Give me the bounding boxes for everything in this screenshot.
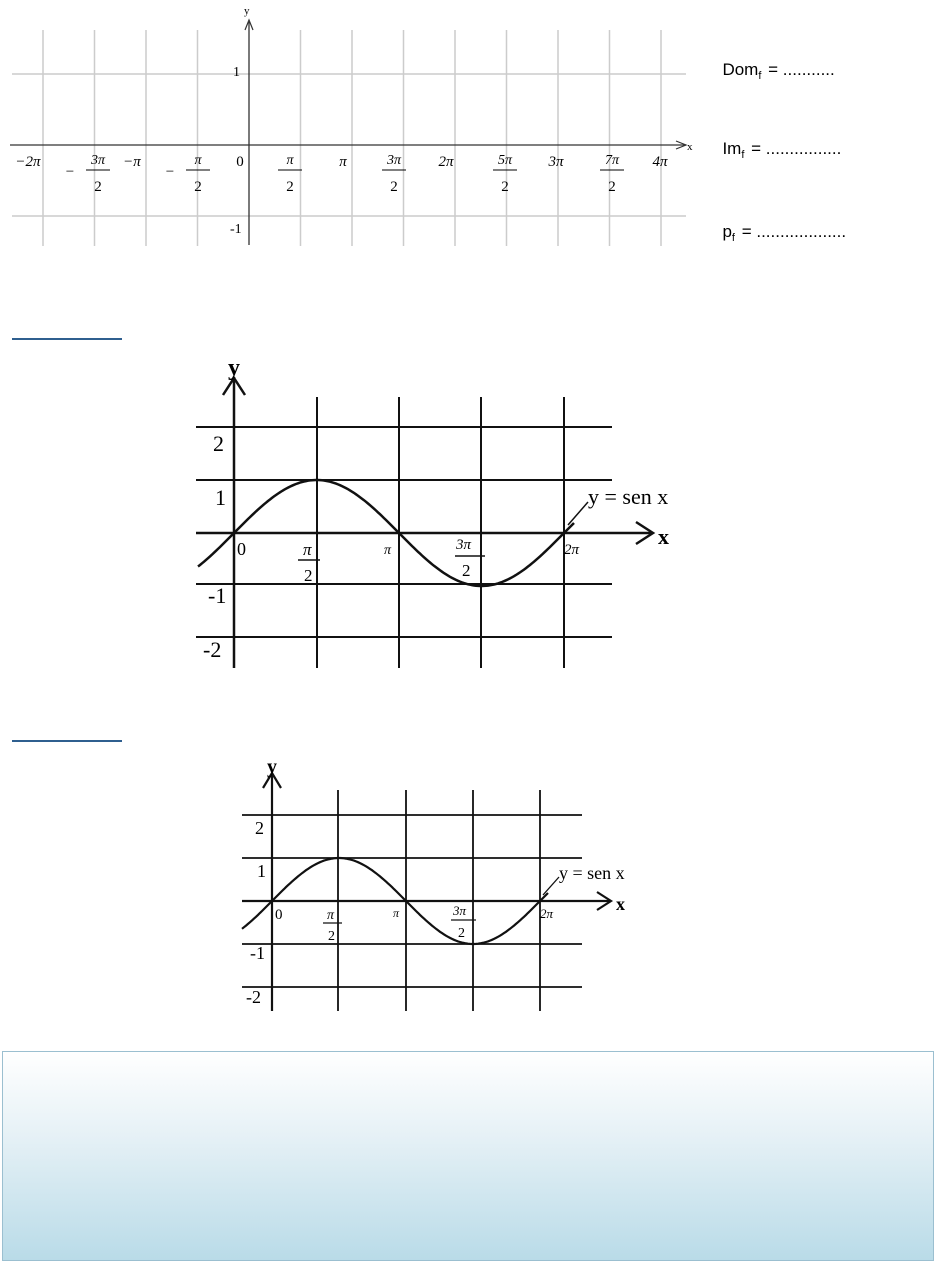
section-rule <box>12 338 122 340</box>
x-axis-label: x <box>616 894 625 914</box>
section-rule <box>12 740 122 742</box>
y-tick-label: -1 <box>250 943 265 963</box>
image-subscript: f <box>741 149 745 161</box>
y-tick-label: -2 <box>203 637 222 662</box>
x-axis-label: x <box>687 141 693 153</box>
x-tick-label: 2π <box>540 906 554 921</box>
y-tick-label: 2 <box>255 818 264 838</box>
x-tick-label: 5π <box>497 153 513 168</box>
x-tick-label: 2 <box>462 561 471 580</box>
image-blank: = ................ <box>746 139 842 158</box>
x-tick-label: π <box>194 153 202 168</box>
x-tick-label: π <box>393 906 400 920</box>
curve-label: y = sen x <box>588 484 669 509</box>
x-tick-label: π <box>339 154 347 170</box>
y-tick-label: 1 <box>257 861 266 881</box>
origin-label: 0 <box>237 539 246 559</box>
y-tick-label: -2 <box>246 987 261 1007</box>
answer-box[interactable] <box>2 1051 934 1261</box>
x-tick-label: 3π <box>548 154 564 170</box>
x-tick-label: π <box>286 153 294 168</box>
y-tick-label: 1 <box>233 65 240 80</box>
x-tick-labels <box>298 537 580 585</box>
curve-label: y = sen x <box>559 863 625 883</box>
x-tick-label: −2π <box>15 154 41 170</box>
x-tick-label: π <box>303 540 312 559</box>
x-tick-label: π <box>384 543 392 558</box>
x-tick-label: 2 <box>501 179 509 195</box>
y-tick-label: -1 <box>230 222 242 237</box>
origin-label: 0 <box>275 907 283 923</box>
curve-label-pointer <box>543 877 559 895</box>
x-tick-label: π <box>327 908 335 923</box>
x-tick-label: 7π <box>604 153 620 168</box>
x-tick-label: 2 <box>286 179 294 195</box>
x-tick-label: 4π <box>652 154 668 170</box>
grid-lines <box>12 30 686 246</box>
x-tick-label: 2 <box>304 566 313 585</box>
x-tick-label: 2 <box>390 179 398 195</box>
x-tick-label: 2 <box>608 179 616 195</box>
x-tick-label: −π <box>123 154 141 170</box>
x-tick-labels <box>323 903 554 944</box>
curve-label-pointer <box>568 502 588 525</box>
y-tick-label: 1 <box>215 485 226 510</box>
x-tick-label: 3π <box>386 153 402 168</box>
x-tick-label: 3π <box>90 153 106 168</box>
y-axis-label: y <box>244 5 250 17</box>
x-tick-labels <box>15 153 668 195</box>
domain-subscript: f <box>758 70 762 82</box>
x-tick-label: 2π <box>564 542 580 558</box>
x-tick-label: 2π <box>438 154 454 170</box>
period-blank: = ................... <box>736 222 847 241</box>
x-tick-label: 2 <box>94 179 102 195</box>
x-tick-label: 2 <box>194 179 202 195</box>
image-answer-line[interactable] <box>713 119 841 159</box>
y-axis-label: y <box>267 756 277 778</box>
x-tick-sign: − <box>165 164 175 180</box>
sine-graph-small <box>236 755 656 1015</box>
x-tick-label: 2 <box>328 929 335 944</box>
period-label: p <box>722 222 732 241</box>
x-tick-sign: − <box>65 164 75 180</box>
x-tick-label: 3π <box>453 903 467 918</box>
x-tick-label: 2 <box>458 926 465 941</box>
period-answer-line[interactable] <box>713 202 846 242</box>
y-tick-label: -1 <box>208 583 227 608</box>
domain-answer-line[interactable] <box>713 40 835 80</box>
y-tick-label: 2 <box>213 431 224 456</box>
y-axis-label: y <box>228 355 240 381</box>
domain-blank: = ........... <box>763 60 835 79</box>
x-tick-label: 0 <box>236 154 244 170</box>
period-subscript: f <box>731 232 735 244</box>
image-label: Im <box>722 139 742 158</box>
sine-graph-large <box>190 355 710 675</box>
x-axis-label: x <box>658 524 669 549</box>
x-tick-label: 3π <box>456 537 472 553</box>
blank-grid-graph <box>0 0 700 250</box>
domain-label: Dom <box>722 60 759 79</box>
